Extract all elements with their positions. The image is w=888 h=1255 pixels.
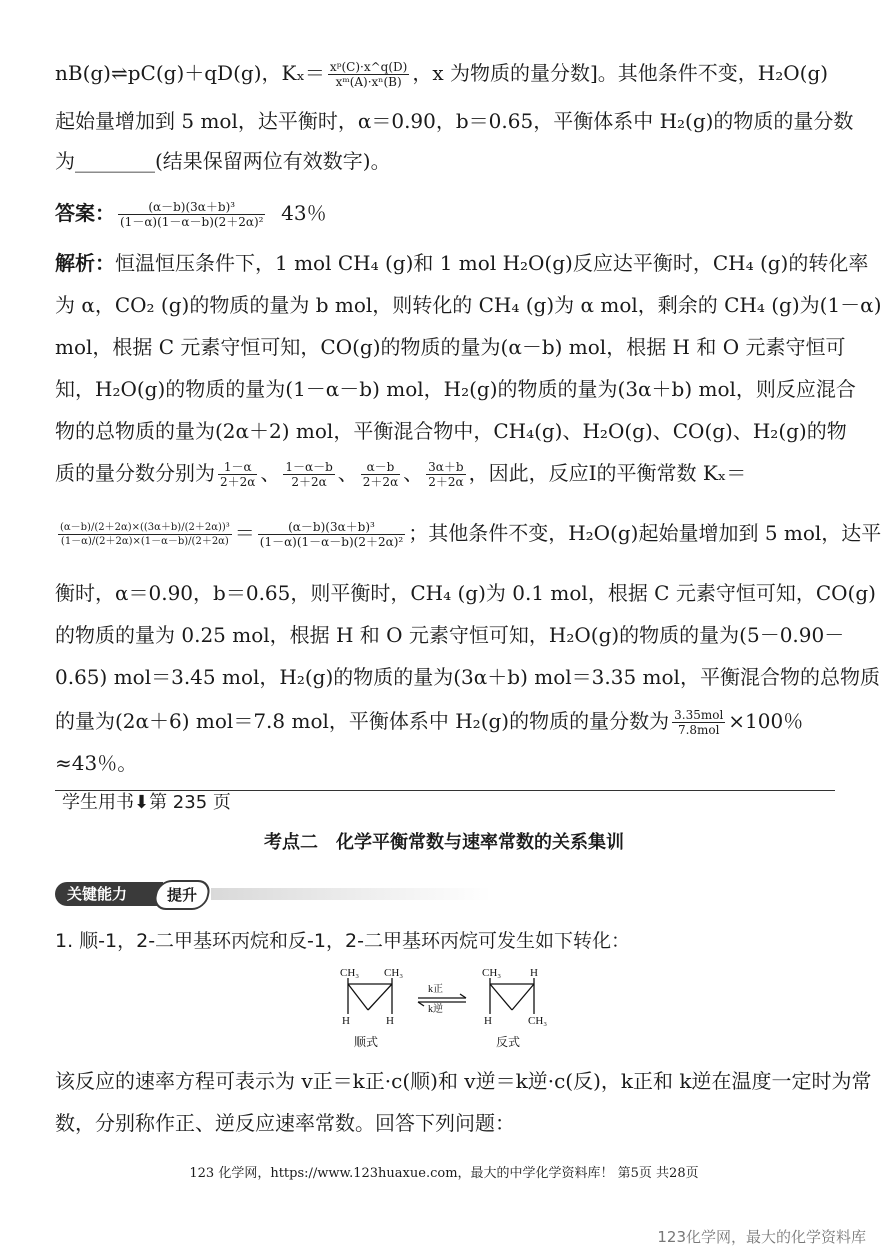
analysis-line: 0.65) mol＝3.45 mol，H₂(g)的物质的量为(3α＋b) mol＝3.35 mol，平衡混合物的总物质 (55, 665, 880, 689)
h2-fraction: $\frac{\text{3.35mol}}{\text{7.8mol}}$ (674, 708, 724, 737)
trans-h-left: H (484, 1015, 492, 1027)
analysis-line: 为 α，CO₂ (g)的物质的量为 b mol，则转化的 CH₄ (g)为 α mol，剩余的 CH₄ (g)为(1－α) (55, 293, 882, 317)
answer-line (55, 192, 840, 234)
trans-h-right: H (530, 967, 538, 979)
trans-ch3-right: CH₃ (528, 1015, 548, 1027)
analysis-line: 衡时，α＝0.90，b＝0.65，则平衡时，CH₄ (g)为 0.1 mol，根据 C 元素守恒可知，CO(g) (55, 581, 876, 605)
answer-fraction: $\frac{\text{(α－b)(3α＋b)³}}{\text{(1－α)(1－α－b)(2＋2α)²}}$ (120, 200, 264, 229)
kx-fraction: $\frac{\text{xᵖ(C)·x\textasciicircum{}q(D)}}{\text{xᵐ(A)·xⁿ(B)}}$ (329, 60, 408, 89)
analysis-line: 知，H₂O(g)的物质的量为(1－α－b) mol，H₂(g)的物质的量为(3α＋b) mol，则反应混合 (55, 377, 856, 401)
analysis-line: 质的量分数分别为 $\frac{1-\alpha}{2+2\alpha}$ 、 $\frac{1-\alpha-b}{2+2\alpha}$ 、 $\frac{\alpha-b}{2+2\alpha}$ 、 $\frac{3\alpha+b}{2+2\alpha}$ ，因此，反应Ⅰ的平衡常数 Kₓ＝ (55, 460, 747, 489)
fraction-h2o: $\frac{1-\alpha-b}{2+2\alpha}$ (285, 460, 333, 489)
analysis-line: 解析：恒温恒压条件下，1 mol CH₄ (g)和 1 mol H₂O(g)反应达平衡时，CH₄ (g)的转化率 (55, 251, 869, 275)
analysis-line: 的量为(2α＋6) mol＝7.8 mol，平衡体系中 H₂(g)的物质的量分数为 $\frac{\text{3.35mol}}{\text{7.8mol}}$ ×100％ (55, 708, 804, 737)
cis-trans-figure (326, 962, 566, 1052)
trans-ch3-left: CH₃ (482, 967, 502, 979)
analysis-line: $\frac{\text{(α－b)/(2＋2α)×((3α＋b)/(2＋2α))³}}{(1-\alpha)/(2+2\alpha)\times(1-\alpha-b)/(2+2\alpha)}$ ＝ $\frac{\text{(α－b)(3α＋b)³}}{\text{(1－α)(1－α－b)(2＋2α)²}}$ ；其他条件不变，H₂O(g)起始量增加到 5 mol，达平 (60, 520, 882, 549)
banner-label: 关键能力 (55, 882, 163, 906)
k-forward-label: k正 (428, 984, 443, 995)
analysis-label: 解析： (55, 251, 115, 275)
banner-fade (211, 888, 491, 900)
section-title: 考点二 化学平衡常数与速率常数的关系集训 (264, 832, 624, 853)
cis-ch3-left: CH₃ (340, 967, 360, 979)
analysis-line: mol，根据 C 元素守恒可知，CO(g)的物质的量为(α－b) mol，根据 H 和 O 元素守恒可 (55, 335, 846, 359)
kx-compound-fraction: $\frac{\text{(α－b)/(2＋2α)×((3α＋b)/(2＋2α))³}}{(1-\alpha)/(2+2\alpha)\times(1-\alpha-b)/(2+2\alpha)}$ (60, 522, 230, 547)
analysis-line: 的物质的量为 0.25 mol，根据 H 和 O 元素守恒可知，H₂O(g)的物质的量为(5－0.90－ (55, 623, 845, 647)
cis-h-left: H (342, 1015, 350, 1027)
cis-h-right: H (386, 1015, 394, 1027)
question-intro: 1. 顺-1，2-二甲基环丙烷和反-1，2-二甲基环丙烷可发生如下转化： (55, 930, 630, 952)
analysis-line: ≈43％。 (55, 751, 138, 775)
answer-value: 43％ (281, 201, 327, 225)
text-line: nB(g)⇌pC(g)＋qD(g)，Kₓ＝ $\frac{\text{xᵖ(C)·x\textasciicircum{}q(D)}}{\text{xᵐ(A)·xⁿ(B)}}$ ，x 为物质的量分数]。其他条件不变，H₂O(g) (55, 60, 829, 89)
fraction-ch4: $\frac{1-\alpha}{2+2\alpha}$ (220, 460, 256, 489)
page-footer: 123 化学网，https://www.123huaxue.com，最大的中学化学资料库！ 第5页 共28页 (189, 1166, 699, 1181)
fraction-co: $\frac{\alpha-b}{2+2\alpha}$ (362, 460, 399, 489)
book-page-ref: 学生用书⬇第 235 页 (62, 792, 231, 813)
question-text: 数，分别称作正、逆反应速率常数。回答下列问题： (55, 1111, 515, 1135)
fraction-h2: $\frac{3\alpha+b}{2+2\alpha}$ (428, 460, 464, 489)
text-line: 起始量增加到 5 mol，达平衡时，α＝0.90，b＝0.65，平衡体系中 H₂(g)的物质的量分数 (55, 109, 854, 133)
answer-label: 答案： (55, 201, 115, 225)
banner-tag: 提升 (152, 880, 212, 910)
ability-banner (55, 878, 495, 908)
divider (55, 790, 835, 791)
trans-label: 反式 (496, 1035, 521, 1049)
k-reverse-label: k逆 (428, 1004, 443, 1015)
cis-ch3-right: CH₃ (384, 967, 404, 979)
watermark: 123化学网，最大的化学资料库 (657, 1228, 866, 1246)
question-text: 该反应的速率方程可表示为 v正＝k正·c(顺)和 v逆＝k逆·c(反)，k正和 k逆在温度一定时为常 (55, 1069, 872, 1093)
analysis-line: 物的总物质的量为(2α＋2) mol，平衡混合物中，CH₄(g)、H₂O(g)、CO(g)、H₂(g)的物 (55, 419, 847, 443)
kx-result-fraction: $\frac{\text{(α－b)(3α＋b)³}}{\text{(1－α)(1－α－b)(2＋2α)²}}$ (259, 520, 404, 549)
text-line: 为________(结果保留两位有效数字)。 (55, 149, 391, 173)
cis-label: 顺式 (354, 1035, 379, 1049)
